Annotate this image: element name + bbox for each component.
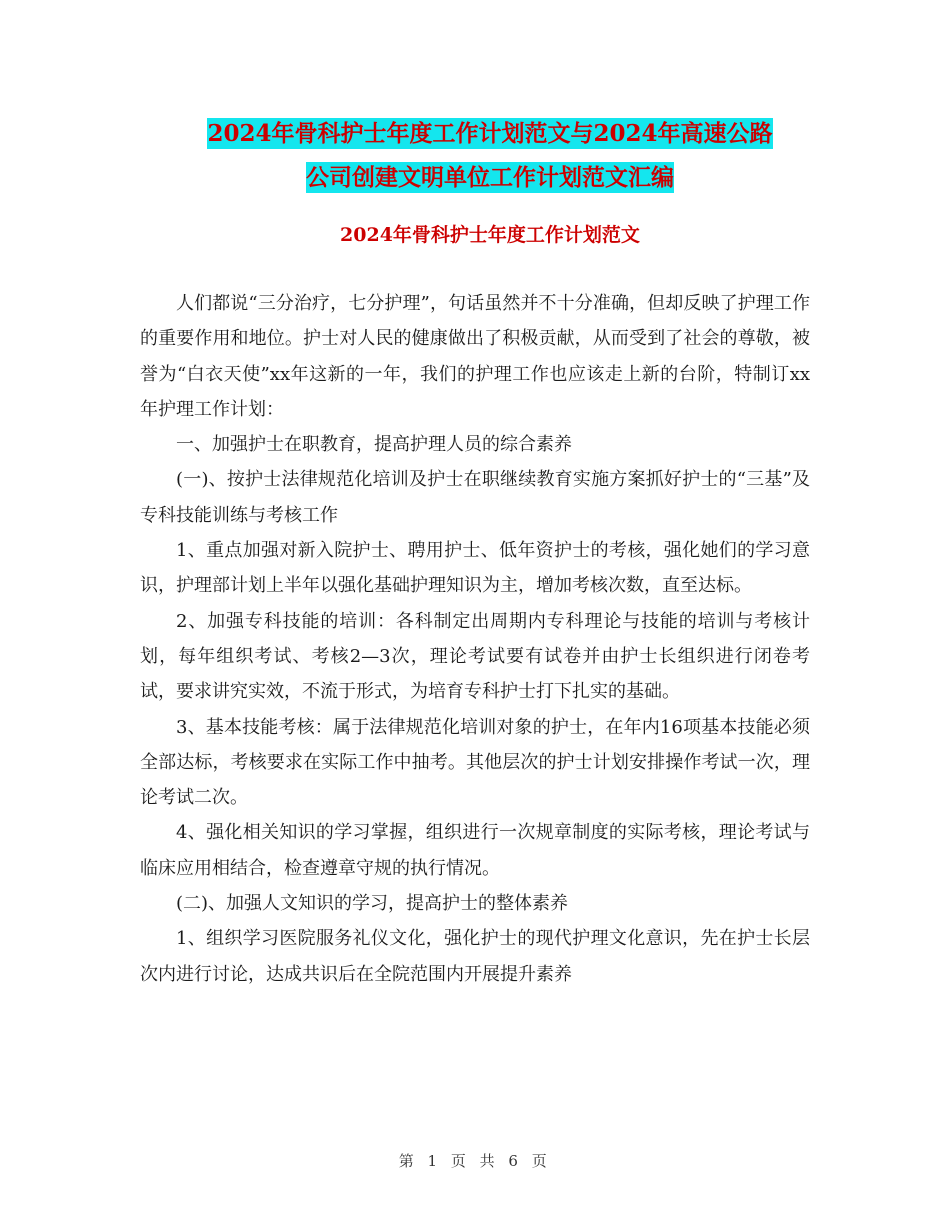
heading-level-1: 一、加强护士在职教育，提高护理人员的综合素养 — [176, 434, 572, 456]
heading-level-2: (一)、按护士法律规范化培训及护士在职继续教育实施方案抓好护士的“三基”及专科技能训练与考核工作 — [140, 469, 810, 526]
document-title — [140, 112, 840, 200]
paragraph: 3、基本技能考核：属于法律规范化培训对象的护士，在年内16项基本技能必须全部达标，考核要求在实际工作中抽考。其他层次的护士计划安排操作考试一次，理论考试二次。 — [140, 716, 810, 809]
heading-level-2: (二)、加强人文知识的学习，提高护士的整体素养 — [176, 893, 569, 915]
paragraph: 1、组织学习医院服务礼仪文化，强化护士的现代护理文化意识，先在护士长层次内进行讨论，达成共识后在全院范围内开展提升素养 — [140, 928, 810, 985]
title-line-2: 公司创建文明单位工作计划范文汇编 — [306, 164, 674, 191]
paragraph: 2、加强专科技能的培训：各科制定出周期内专科理论与技能的培训与考核计划，每年组织考试、考核2—3次，理论考试要有试卷并由护士长组织进行闭卷考试，要求讲究实效，不流于形式，为培育专科护士打下扎实的基础。 — [140, 610, 810, 703]
title-line-1: 2024年骨科护士年度工作计划范文与2024年高速公路 — [207, 120, 773, 147]
paragraph: 1、重点加强对新入院护士、聘用护士、低年资护士的考核，强化她们的学习意识，护理部计划上半年以强化基础护理知识为主，增加考核次数，直至达标。 — [140, 540, 810, 597]
section-title: 2024年骨科护士年度工作计划范文 — [340, 224, 640, 246]
paragraph: 人们都说“三分治疗，七分护理”，句话虽然并不十分准确，但却反映了护理工作的重要作用和地位。护士对人民的健康做出了积极贡献，从而受到了社会的尊敬，被誉为“白衣天使”xx年这新的一年，我们的护理工作也应该走上新的台阶，特制订xx年护理工作计划： — [140, 293, 810, 420]
document-body — [140, 286, 810, 992]
page-number: 第 1 页 共 6 页 — [398, 1152, 552, 1170]
paragraph: 4、强化相关知识的学习掌握，组织进行一次规章制度的实际考核，理论考试与临床应用相结合，检查遵章守规的执行情况。 — [140, 822, 810, 879]
